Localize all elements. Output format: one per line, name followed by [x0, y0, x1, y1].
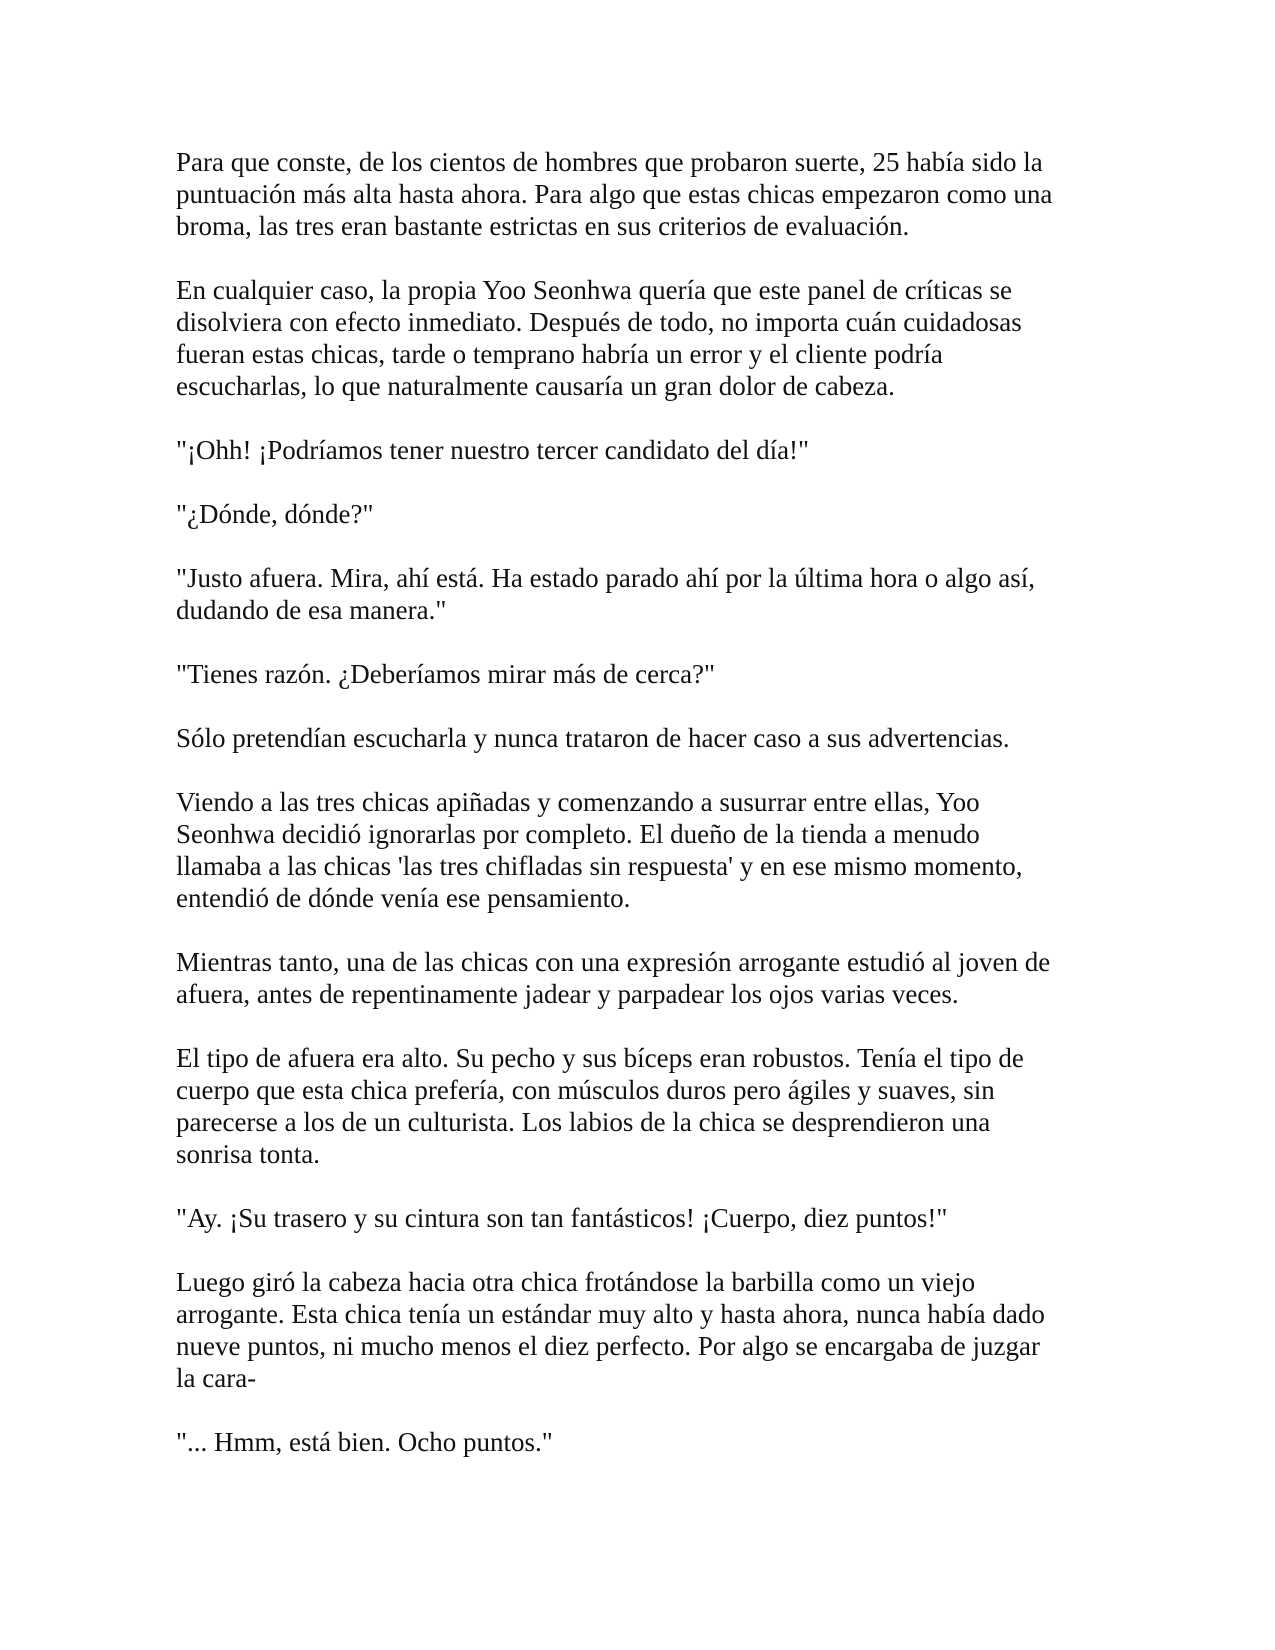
text-line: escucharlas, lo que naturalmente causaría un gran dolor de cabeza. [176, 371, 895, 401]
text-line: entendió de dónde venía ese pensamiento. [176, 883, 631, 913]
paragraph [176, 1266, 1101, 1394]
text-line: Para que conste, de los cientos de hombres que probaron suerte, 25 había sido la [176, 147, 1043, 177]
text-line: dudando de esa manera." [176, 595, 447, 625]
paragraph [176, 946, 1101, 1010]
text-line: afuera, antes de repentinamente jadear y parpadear los ojos varias veces. [176, 979, 959, 1009]
text-line: "Ay. ¡Su trasero y su cintura son tan fantásticos! ¡Cuerpo, diez puntos!" [176, 1203, 948, 1233]
paragraph [176, 274, 1101, 402]
paragraph [176, 498, 1101, 530]
document-body [176, 146, 1101, 1490]
text-line: Sólo pretendían escucharla y nunca trataron de hacer caso a sus advertencias. [176, 723, 1010, 753]
text-line: "Justo afuera. Mira, ahí está. Ha estado parado ahí por la última hora o algo así, [176, 563, 1035, 593]
paragraph [176, 722, 1101, 754]
paragraph [176, 146, 1101, 242]
text-line: "... Hmm, está bien. Ocho puntos." [176, 1427, 553, 1457]
text-line: puntuación más alta hasta ahora. Para algo que estas chicas empezaron como una [176, 179, 1053, 209]
text-line: cuerpo que esta chica prefería, con músculos duros pero ágiles y suaves, sin [176, 1075, 995, 1105]
paragraph [176, 1426, 1101, 1458]
text-line: broma, las tres eran bastante estrictas en sus criterios de evaluación. [176, 211, 910, 241]
paragraph [176, 1042, 1101, 1170]
text-line: Viendo a las tres chicas apiñadas y comenzando a susurrar entre ellas, Yoo [176, 787, 980, 817]
text-line: fueran estas chicas, tarde o temprano habría un error y el cliente podría [176, 339, 943, 369]
text-line: arrogante. Esta chica tenía un estándar muy alto y hasta ahora, nunca había dado [176, 1299, 1045, 1329]
paragraph [176, 562, 1101, 626]
text-line: "Tienes razón. ¿Deberíamos mirar más de cerca?" [176, 659, 716, 689]
text-line: "¡Ohh! ¡Podríamos tener nuestro tercer candidato del día!" [176, 435, 810, 465]
text-line: nueve puntos, ni mucho menos el diez perfecto. Por algo se encargaba de juzgar [176, 1331, 1040, 1361]
paragraph [176, 1202, 1101, 1234]
text-line: parecerse a los de un culturista. Los labios de la chica se desprendieron una [176, 1107, 991, 1137]
text-line: Mientras tanto, una de las chicas con una expresión arrogante estudió al joven de [176, 947, 1051, 977]
text-line: disolviera con efecto inmediato. Después de todo, no importa cuán cuidadosas [176, 307, 1022, 337]
text-line: El tipo de afuera era alto. Su pecho y sus bíceps eran robustos. Tenía el tipo de [176, 1043, 1024, 1073]
text-line: la cara- [176, 1363, 257, 1393]
text-line: sonrisa tonta. [176, 1139, 320, 1169]
text-line: "¿Dónde, dónde?" [176, 499, 374, 529]
paragraph [176, 434, 1101, 466]
text-line: llamaba a las chicas 'las tres chifladas sin respuesta' y en ese mismo momento, [176, 851, 1023, 881]
text-line: En cualquier caso, la propia Yoo Seonhwa quería que este panel de críticas se [176, 275, 1012, 305]
paragraph [176, 658, 1101, 690]
text-line: Seonhwa decidió ignorarlas por completo. El dueño de la tienda a menudo [176, 819, 980, 849]
text-line: Luego giró la cabeza hacia otra chica frotándose la barbilla como un viejo [176, 1267, 976, 1297]
paragraph [176, 786, 1101, 914]
